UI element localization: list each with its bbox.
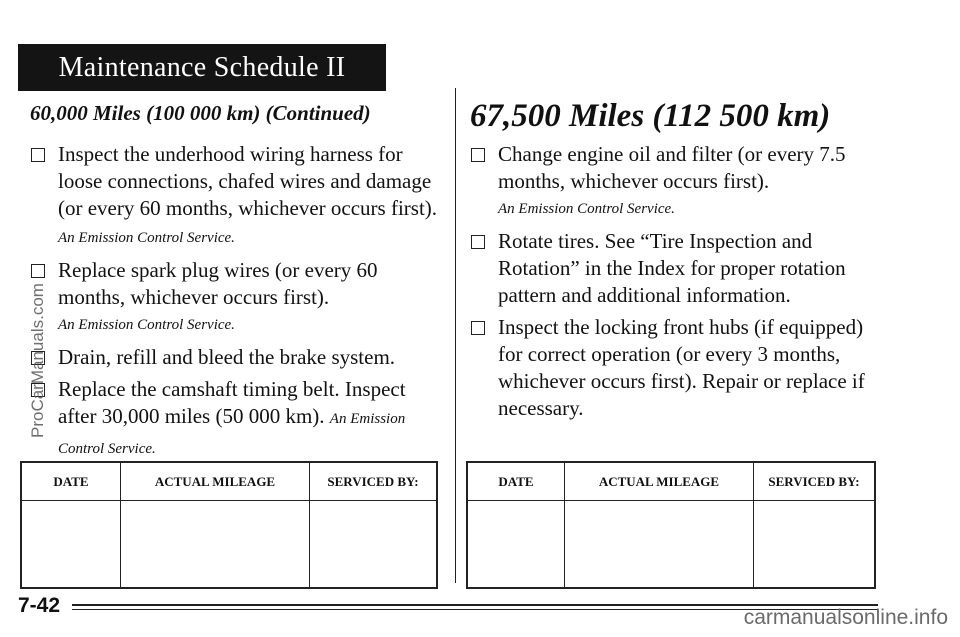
left-checklist (30, 141, 440, 468)
serviced-by-cell[interactable] (753, 501, 875, 589)
left-section-heading: 60,000 Miles (100 000 km) (Continued) (30, 101, 371, 125)
date-cell[interactable] (21, 501, 121, 589)
checklist-item (30, 257, 440, 339)
table-row (21, 501, 437, 589)
side-watermark: ProCarManuals.com (28, 283, 47, 438)
checkbox[interactable] (471, 148, 485, 162)
item-text: Drain, refill and bleed the brake system. (58, 345, 396, 369)
mileage-cell[interactable] (565, 501, 754, 589)
date-column-header: DATE (467, 462, 565, 501)
checklist-item (470, 228, 885, 309)
checkbox[interactable] (31, 148, 45, 162)
item-text: Rotate tires. See “Tire Inspection and Rotation” in the Index for proper rotation pattern and additional information. (498, 229, 846, 307)
item-text: Inspect the underhood wiring harness for loose connections, chafed wires and damage (or every 60 months, whichever occurs first). (58, 142, 438, 220)
checklist-item (470, 141, 885, 223)
checkbox[interactable] (471, 321, 485, 335)
service-log-table-right (466, 461, 876, 589)
checklist-item (470, 314, 885, 422)
checklist-item (30, 141, 440, 252)
item-text: Change engine oil and filter (or every 7.5 months, whichever occurs first). (498, 142, 846, 193)
checkbox[interactable] (31, 264, 45, 278)
emission-note: An Emission Control Service. (58, 230, 235, 246)
item-text: Inspect the locking front hubs (if equipped) for correct operation (or every 3 months, whichever occurs first). Repair or replace if necessary. (498, 315, 865, 420)
mileage-cell[interactable] (121, 501, 310, 589)
mileage-column-header: ACTUAL MILEAGE (565, 462, 754, 501)
service-log-table-left (20, 461, 438, 589)
checklist-item (30, 344, 440, 371)
emission-note: An Emission Control Service. (498, 201, 675, 217)
serviced-by-column-header: SERVICED BY: (753, 462, 875, 501)
serviced-by-column-header: SERVICED BY: (309, 462, 437, 501)
date-column-header: DATE (21, 462, 121, 501)
table-header-row (21, 462, 437, 501)
table-header-row (467, 462, 875, 501)
date-cell[interactable] (467, 501, 565, 589)
column-divider (455, 88, 456, 583)
item-text: Replace spark plug wires (or every 60 months, whichever occurs first). (58, 258, 378, 309)
mileage-column-header: ACTUAL MILEAGE (121, 462, 310, 501)
checkbox[interactable] (471, 235, 485, 249)
checklist-item (30, 376, 440, 463)
item-text: Replace the camshaft timing belt. Inspect after 30,000 miles (50 000 km). (58, 377, 406, 428)
emission-note: An Emission Control Service. (58, 317, 235, 333)
table-row (467, 501, 875, 589)
page-number: 7-42 (18, 594, 61, 617)
serviced-by-cell[interactable] (309, 501, 437, 589)
bottom-watermark: carmanualsonline.info (743, 606, 948, 629)
right-checklist (470, 141, 885, 427)
page-title: Maintenance Schedule II (18, 44, 386, 91)
right-section-heading: 67,500 Miles (112 500 km) (470, 98, 831, 134)
emission-note: An Emission Control Service. (58, 411, 406, 457)
